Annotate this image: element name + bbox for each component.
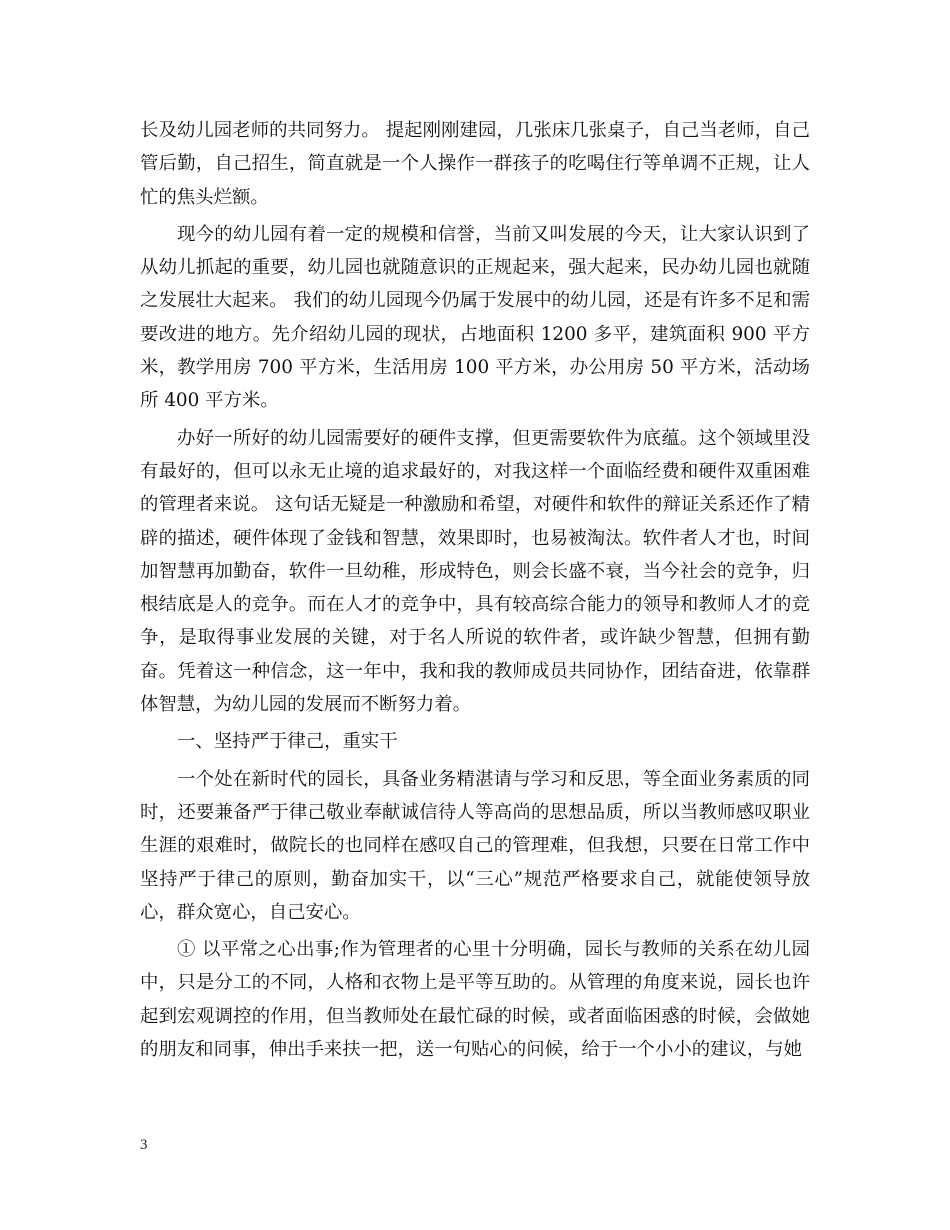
- paragraph-hardware-software: 办好一所好的幼儿园需要好的硬件支撑，但更需要软件为底蕴。这个领域里没有最好的，但可以永无止境的追求最好的，对我这样一个面临经费和硬件双重困难的管理者来说。 这句话无疑是一种激励和希望，对硬件和软件的辩证关系还作了精辟的描述，硬件体现了金钱和智慧，效果即时，也易被淘汰。软件者人才也，时间加智慧再加勤奋，软件一旦幼稚，形成特色，则会长盛不衰，当今社会的竞争，归根结底是人的竞争。而在人才的竞争中，具有较高综合能力的领导和教师人才的竞争，是取得事业发展的关键，对于名人所说的软件者，或许缺少智慧，但拥有勤奋。凭着这一种信念，这一年中，我和我的教师成员共同协作，团结奋进，依靠群体智慧，为幼儿园的发展而不断努力着。: [140, 427, 810, 716]
- paragraph-principal-qualities: 一个处在新时代的园长，具备业务精湛请与学习和反思，等全面业务素质的同时，还要兼备严于律己敬业奉献诚信待人等高尚的思想品质，所以当教师感叹职业生涯的艰难时，做院长的也同样在感叹自己的管理难，但我想，只要在日常工作中坚持严于律己的原则，勤奋加实干，以“三心”规范严格要求自己，就能使领导放心，群众宽心，自己安心。: [140, 768, 810, 923]
- paragraph-kindergarten-status: 现今的幼儿园有着一定的规模和信誉，当前又叫发展的今天，让大家认识到了从幼儿抓起的重要，幼儿园也就随意识的正规起来，强大起来，民办幼儿园也就随之发展壮大起来。 我们的幼儿园现今仍属于发展中的幼儿园，还是有许多不足和需要改进的地方。先介绍幼儿园的现状，占地面积 1200 多平，建筑面积 900 平方米，教学用房 700 平方米，生活用房 100 平方米，办公用房 50 平方米，活动场所 400 平方米。: [140, 223, 810, 412]
- section-heading-self-discipline: 一、坚持严于律己，重实干: [177, 731, 398, 753]
- paragraph-ordinary-heart: ① 以平常之心出事;作为管理者的心里十分明确，园长与教师的关系在幼儿园中，只是分工的不同，人格和衣物上是平等互助的。从管理的角度来说，园长也许起到宏观调控的作用，但当教师处在最忙碌的时候，或者面临困惑的时候，会做她的朋友和同事，伸出手来扶一把，送一句贴心的问候，给于一个小小的建议，与她: [140, 939, 810, 1061]
- page-number: 3: [140, 1137, 148, 1153]
- document-body: [140, 114, 810, 1070]
- paragraph-continuation: 长及幼儿园老师的共同努力。 提起刚刚建园，几张床几张桌子，自己当老师，自己管后勤，自己招生，简直就是一个人操作一群孩子的吃喝住行等单调不正规，让人忙的焦头烂额。: [140, 120, 810, 208]
